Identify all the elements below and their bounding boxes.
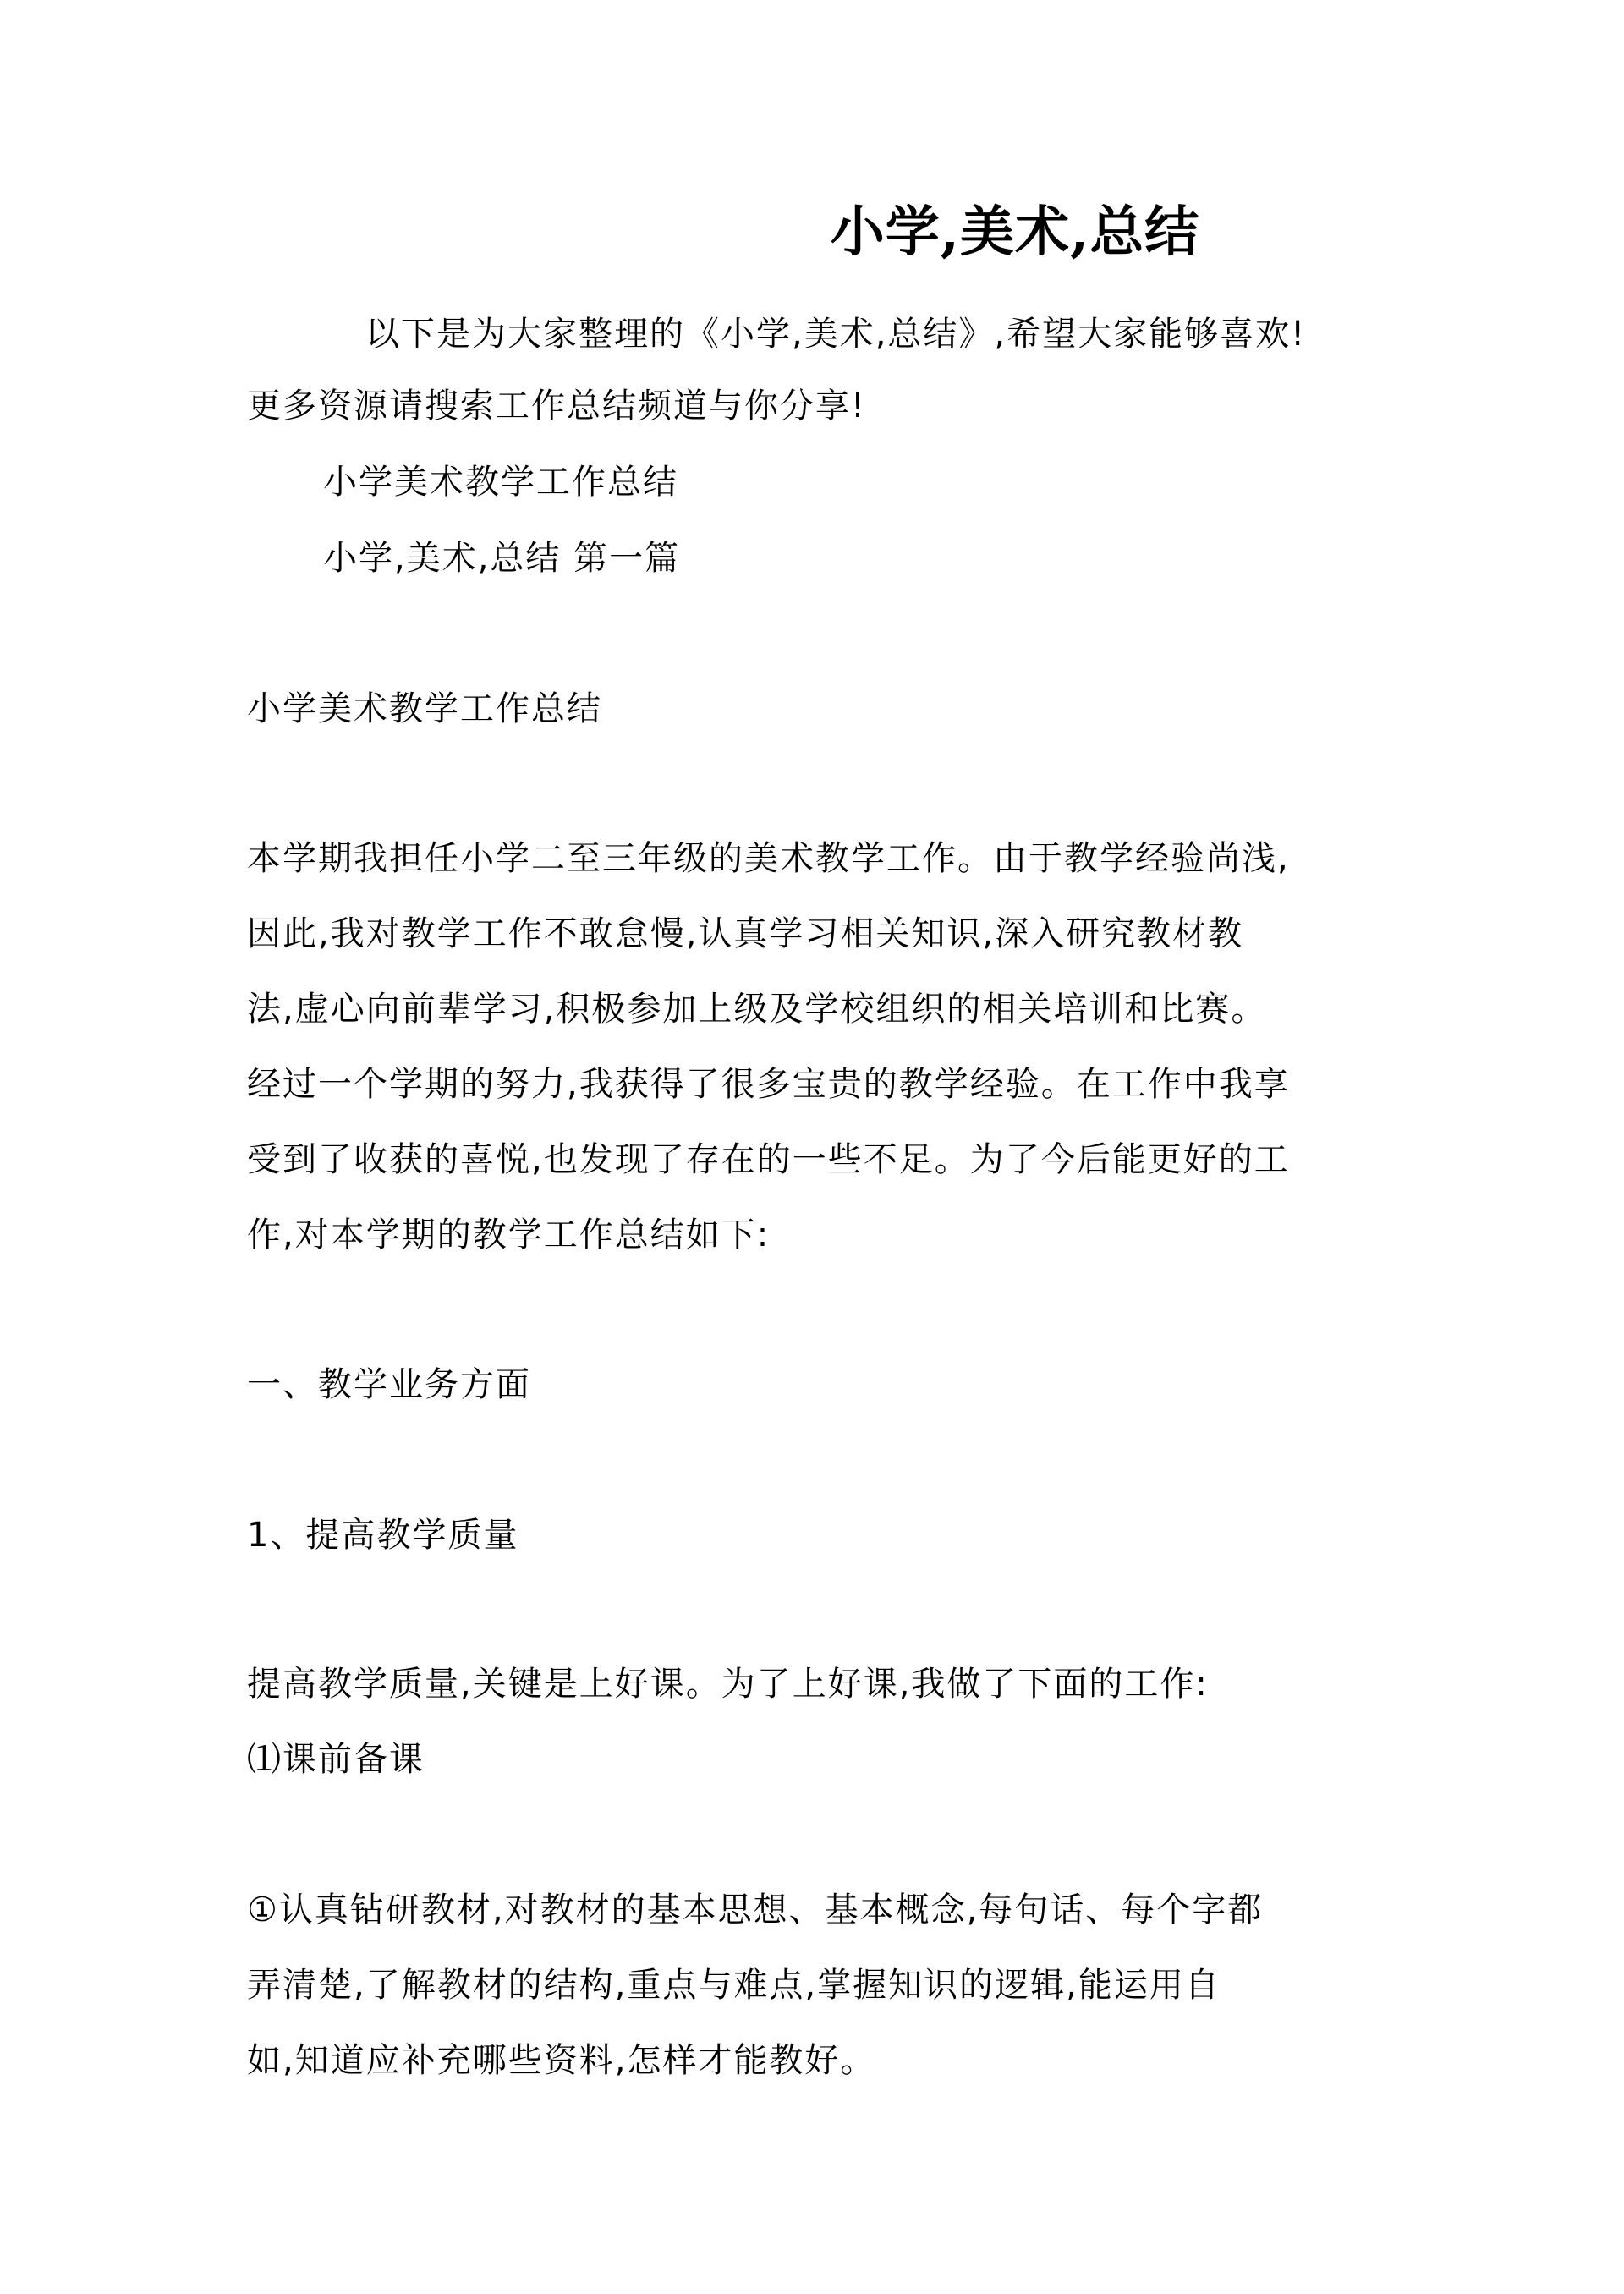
document-title: 小学,美术,总结	[830, 200, 1200, 264]
paragraph-line: 本学期我担任小学二至三年级的美术教学工作。由于教学经验尚浅,	[247, 839, 1290, 878]
toc-item: 小学,美术,总结 第一篇	[323, 539, 681, 578]
paragraph-line: ①认真钻研教材,对教材的基本思想、基本概念,每句话、每个字都	[247, 1891, 1264, 1929]
paragraph-line: 经过一个学期的努力,我获得了很多宝贵的教学经验。在工作中我享	[247, 1065, 1290, 1104]
subheading: 1、提高教学质量	[247, 1516, 519, 1555]
paragraph-line: 法,虚心向前辈学习,积极参加上级及学校组织的相关培训和比赛。	[247, 990, 1267, 1029]
paragraph-line: 如,知道应补充哪些资料,怎样才能教好。	[247, 2041, 876, 2080]
intro-line: 以下是为大家整理的《小学,美术,总结》,希望大家能够喜欢!	[365, 315, 1307, 354]
paragraph-line: ⑴课前备课	[247, 1740, 425, 1779]
intro-line: 更多资源请搜索工作总结频道与你分享!	[247, 387, 867, 425]
section-heading: 小学美术教学工作总结	[247, 689, 602, 728]
paragraph-line: 提高教学质量,关键是上好课。为了上好课,我做了下面的工作:	[247, 1665, 1209, 1704]
paragraph-line: 作,对本学期的教学工作总结如下:	[247, 1216, 771, 1254]
paragraph-line: 受到了收获的喜悦,也发现了存在的一些不足。为了今后能更好的工	[247, 1140, 1290, 1179]
subheading: 一、教学业务方面	[247, 1365, 531, 1404]
paragraph-line: 因此,我对教学工作不敢怠慢,认真学习相关知识,深入研究教材教	[247, 914, 1244, 953]
toc-item: 小学美术教学工作总结	[323, 463, 678, 502]
paragraph-line: 弄清楚,了解教材的结构,重点与难点,掌握知识的逻辑,能运用自	[247, 1966, 1221, 2005]
